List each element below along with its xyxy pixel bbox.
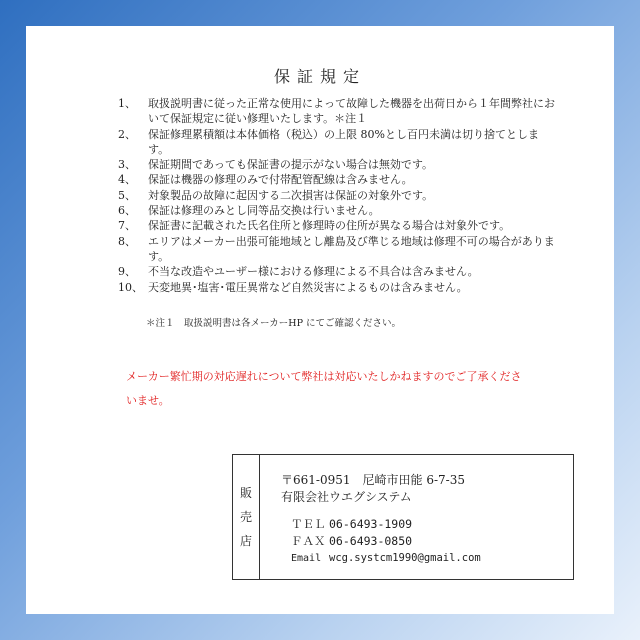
item-number: 9、 [118, 265, 136, 279]
item-number: 1、 [118, 97, 136, 110]
list-item [118, 234, 558, 265]
seller-label [233, 455, 260, 579]
item-number: 3、 [118, 158, 136, 172]
footnote: ＊注１ 取扱説明書は各メーカーHP にてご確認ください。 [146, 318, 402, 329]
seller-label-char: 店 [239, 534, 252, 548]
list-item [118, 188, 558, 203]
busy-season-notice: メーカー繁忙期の対応遅れについて弊社は対応いたしかねますのでご了承くださいませ。 [126, 370, 522, 407]
email-address: wcg.systcm1990@gmail.com [329, 552, 481, 564]
tel-number: 06-6493-1909 [329, 517, 413, 531]
postal-address: 〒661-0951 尼崎市田能 6-7-35 [281, 473, 465, 487]
item-text: エリアはメーカー出張可能地域とし離島及び準じる地域は修理不可の場合があります。 [148, 234, 555, 263]
item-text: 保証修理累積額は本体価格（税込）の上限 80%とし百円未満は切り捨てとします。 [148, 127, 539, 156]
tel-row [281, 516, 573, 533]
item-number: 10、 [118, 280, 143, 294]
fax-number: 06-6493-0850 [329, 534, 413, 548]
fax-label: ＦＡＸ [291, 534, 326, 548]
item-text: 保証は修理のみとし同等品交換は行いません。 [148, 204, 380, 218]
item-text: 不当な改造やユーザー様における修理による不具合は含みません。 [148, 265, 479, 279]
warranty-terms-list [118, 96, 558, 295]
seller-label-char: 売 [239, 510, 252, 524]
email-row [281, 550, 573, 567]
company-name: 有限会社ウエグシステム [281, 490, 412, 504]
list-item [118, 280, 558, 295]
email-label: Email [291, 553, 322, 564]
seller-label-char: 販 [239, 486, 252, 500]
list-item [118, 203, 558, 218]
list-item [118, 96, 558, 127]
fax-row [281, 533, 573, 550]
item-text: 保証書に記載された氏名住所と修理時の住所が異なる場合は対象外です。 [148, 219, 511, 233]
seller-details [260, 455, 573, 579]
item-number: 6、 [118, 204, 136, 218]
list-item [118, 172, 558, 187]
tel-label: ＴＥＬ [291, 517, 326, 531]
seller-info-box [232, 454, 574, 580]
item-number: 7、 [118, 219, 136, 233]
item-number: 4、 [118, 173, 136, 187]
contact-info [281, 516, 573, 567]
item-number: 8、 [118, 234, 136, 248]
item-number: 2、 [118, 127, 136, 141]
item-text: 天変地異･塩害･電圧異常など自然災害によるものは含みません。 [148, 280, 468, 294]
item-text: 保証は機器の修理のみで付帯配管配線は含みません。 [148, 173, 413, 187]
item-number: 5、 [118, 188, 136, 202]
list-item [118, 127, 558, 158]
list-item [118, 157, 558, 172]
item-text: 保証期間であっても保証書の提示がない場合は無効です。 [148, 158, 434, 172]
list-item [118, 218, 558, 233]
item-text: 対象製品の故障に起因する二次損害は保証の対象外です。 [148, 188, 434, 202]
item-text: 取扱説明書に従った正常な使用によって故障した機器を出荷日から１年間弊社において保証規定に従い修理いたします。＊注１ [148, 97, 555, 126]
warranty-sheet [26, 26, 614, 614]
page-title: 保証規定 [273, 67, 366, 86]
list-item [118, 264, 558, 279]
